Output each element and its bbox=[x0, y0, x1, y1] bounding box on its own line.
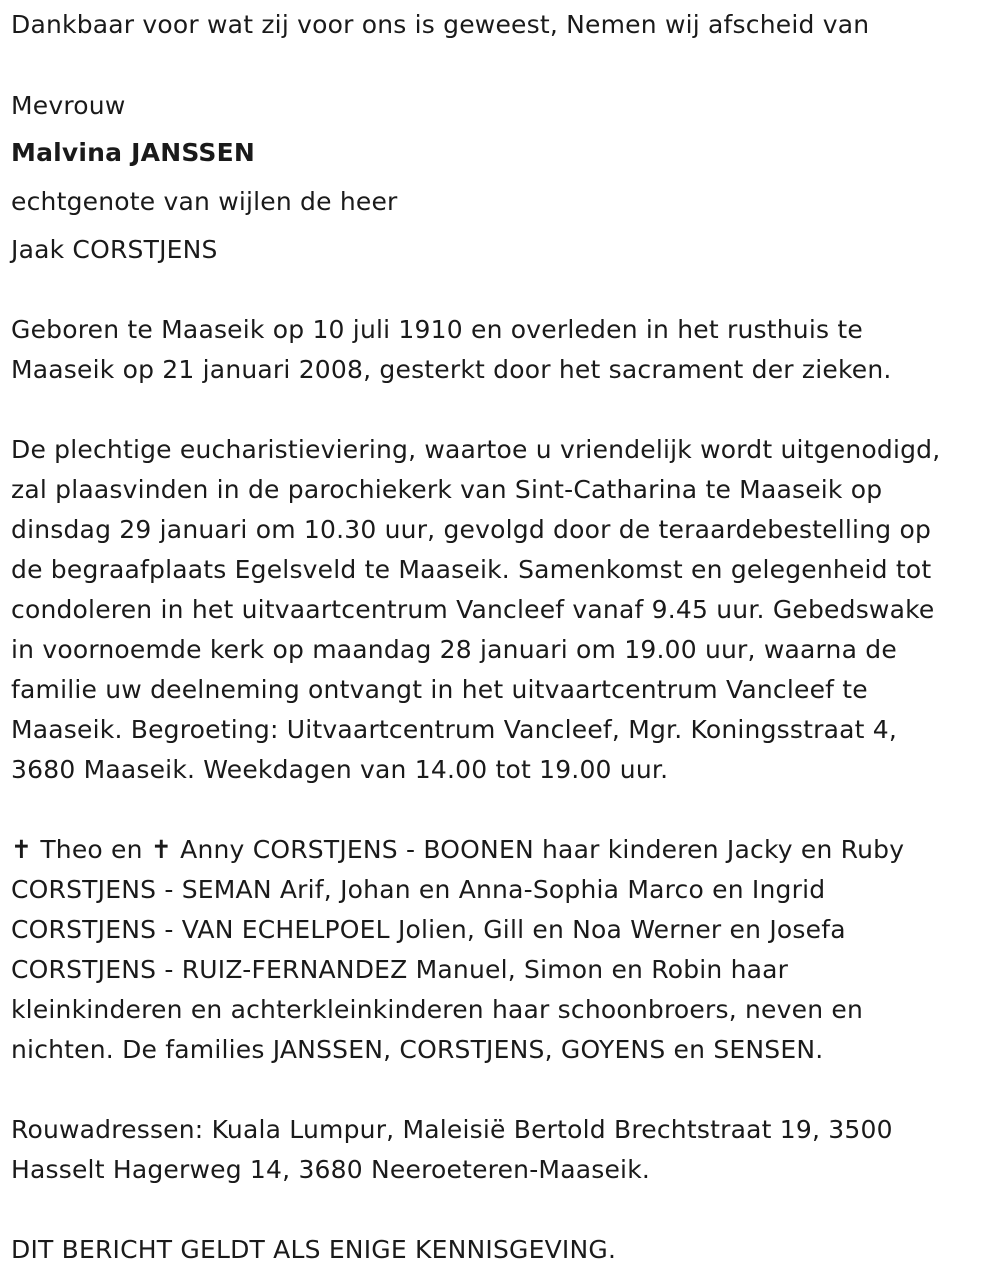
relation-line-2: Jaak CORSTJENS bbox=[11, 235, 218, 264]
ceremony-line: dinsdag 29 januari om 10.30 uur, gevolgd door de teraardebestelling op bbox=[11, 515, 932, 544]
family-name-a: Theo en bbox=[40, 835, 143, 864]
family-line: kleinkinderen en achterkleinkinderen haar schoonbroers, neven en bbox=[11, 995, 864, 1024]
family-line: CORSTJENS - VAN ECHELPOEL Jolien, Gill en Noa Werner en Josefa bbox=[11, 915, 846, 944]
ceremony-line: zal plaasvinden in de parochiekerk van Sint-Catharina te Maaseik op bbox=[11, 475, 883, 504]
birth-death-line: Maaseik op 21 januari 2008, gesterkt door het sacrament der zieken. bbox=[11, 355, 892, 384]
ceremony-line: de begraafplaats Egelsveld te Maaseik. Samenkomst en gelegenheid tot bbox=[11, 555, 932, 584]
ceremony-line: condoleren in het uitvaartcentrum Vancleef vanaf 9.45 uur. Gebedswake bbox=[11, 595, 935, 624]
cross-icon: ✝ bbox=[150, 835, 172, 864]
address-line: Rouwadressen: Kuala Lumpur, Maleisië Bertold Brechtstraat 19, 3500 bbox=[11, 1115, 893, 1144]
closing-notice: DIT BERICHT GELDT ALS ENIGE KENNISGEVING. bbox=[11, 1235, 617, 1264]
honorific: Mevrouw bbox=[11, 91, 126, 120]
address-line: Hasselt Hagerweg 14, 3680 Neeroeteren-Maaseik. bbox=[11, 1155, 651, 1184]
intro-text: Dankbaar voor wat zij voor ons is geweest, Nemen wij afscheid van bbox=[11, 10, 870, 39]
relation-line-1: echtgenote van wijlen de heer bbox=[11, 187, 398, 216]
ceremony-line: in voornoemde kerk op maandag 28 januari om 19.00 uur, waarna de bbox=[11, 635, 897, 664]
ceremony-line: familie uw deelneming ontvangt in het uitvaartcentrum Vancleef te bbox=[11, 675, 868, 704]
family-line: CORSTJENS - RUIZ-FERNANDEZ Manuel, Simon en Robin haar bbox=[11, 955, 789, 984]
family-line-first bbox=[11, 830, 904, 870]
cross-icon: ✝ bbox=[11, 835, 33, 864]
ceremony-line: 3680 Maaseik. Weekdagen van 14.00 tot 19.00 uur. bbox=[11, 755, 669, 784]
deceased-name: Malvina JANSSEN bbox=[11, 138, 256, 167]
family-name-rest: Anny CORSTJENS - BOONEN haar kinderen Jacky en Ruby bbox=[180, 835, 905, 864]
ceremony-line: Maaseik. Begroeting: Uitvaartcentrum Vancleef, Mgr. Koningsstraat 4, bbox=[11, 715, 898, 744]
birth-death-line: Geboren te Maaseik op 10 juli 1910 en overleden in het rusthuis te bbox=[11, 315, 863, 344]
ceremony-line: De plechtige eucharistieviering, waartoe u vriendelijk wordt uitgenodigd, bbox=[11, 435, 941, 464]
family-line: nichten. De families JANSSEN, CORSTJENS, GOYENS en SENSEN. bbox=[11, 1035, 824, 1064]
family-line: CORSTJENS - SEMAN Arif, Johan en Anna-Sophia Marco en Ingrid bbox=[11, 875, 826, 904]
